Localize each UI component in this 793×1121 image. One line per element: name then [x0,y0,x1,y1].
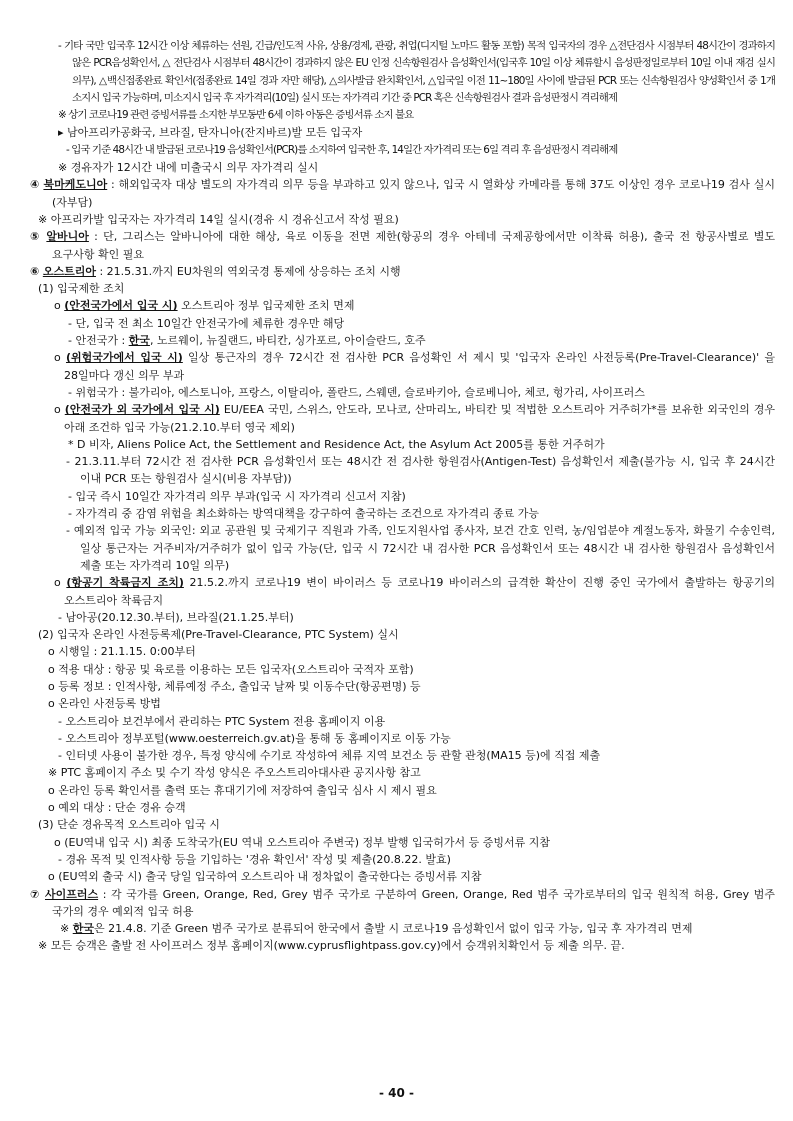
country-name: 오스트리아 [42,264,96,278]
line-quarantine-end: - 자가격리 중 감염 위험을 최소화하는 방역대책을 강구하여 출국하는 조건으로 자가격리 종료 가능 [68,507,539,521]
section-text: : 해외입국자 대상 별도의 자가격리 의무 등을 부과하고 있지 않으나, 입국 시 열화상 카메라를 통해 37도 이상인 경우 코로나19 검사 실시(자부담) [52,178,775,209]
line-landing-ban-countries: - 남아공(20.12.30.부터), 브라질(21.1.25.부터) [58,610,294,624]
section-number: ⑤ [30,230,42,244]
line-safe-country-list: - 안전국가 : 한국, 노르웨이, 뉴질랜드, 바티칸, 싱가포르, 아이슬란드, 호주 [68,334,426,348]
section-text: : 21.5.31.까지 EU차원의 역외국경 통제에 상응하는 조치 시행 [95,264,401,278]
section-north-macedonia [30,176,775,211]
note-embassy: ※ PTC 홈페이지 주소 및 수기 작성 양식은 주오스트리아대사관 공지사항 참고 [48,766,421,780]
section-number: ④ [30,178,40,192]
line-transit-confirmation: - 경유 목적 및 인적사항 등을 기입하는 '경유 확인서' 작성 및 제출(20.8.22. 발효) [58,852,451,866]
item-non-safe-country: o (안전국가 외 국가에서 입국 시) EU/EEA 국민, 스위스, 안도라, 모나코, 산마리노, 바티칸 및 적법한 오스트리아 거주허가*를 보유한 외국인의 경우 아래 조건하 입국 가능(21.2.10.부터 영국 제외) [54,403,775,434]
item-landing-ban: o (항공기 착륙금지 조치) 21.5.2.까지 코로나19 변이 바이러스 등 코로나19 바이러스의 급격한 확산이 진행 중인 국가에서 출발하는 항공기의 오스트리아 착륙금지 [54,576,775,607]
country-name: 사이프러스 [44,887,99,901]
note-passenger-locator: ※ 모든 승객은 출발 전 사이프러스 정부 홈페이지(www.cyprusflightpass.gov.cy)에서 승객위치확인서 등 제출 의무. 끝. [38,939,625,953]
line-pcr-antigen: - 21.3.11.부터 72시간 전 검사한 PCR 음성확인서 또는 48시간 전 검사한 항원검사(Antigen-Test) 음성확인서 제출(불가능 시, 입국 후 24시간 이내 PCR 또는 항원검사 실시(비용 자부담)) [66,455,775,486]
section-cyprus [30,886,775,921]
line-ptc-homepage: - 오스트리아 보건부에서 관리하는 PTC System 전용 홈페이지 이용 [58,714,386,728]
subsection-title: (1) 입국제한 조치 [38,282,125,296]
item-exception: o 예외 대상 : 단순 경유 승객 [48,801,186,815]
section-number: ⑥ [30,264,40,278]
section-number: ⑦ [30,887,41,901]
line-gov-portal: - 오스트리아 정부포털(www.oesterreich.gv.at)을 통해 동 홈페이지로 이동 가능 [58,731,451,745]
line-risk-country-list: - 위험국가 : 불가리아, 에스토니아, 프랑스, 이탈리아, 폴란드, 스웨덴, 슬로바키아, 슬로베니아, 체코, 헝가리, 사이프러스 [68,385,645,399]
item-safe-country: o (안전국가에서 입국 시) 오스트리아 정부 입국제한 조치 면제 [54,299,355,313]
section-text: : 단, 그리스는 알바니아에 대한 해상, 육로 이동을 전면 제한(항공의 경우 아테네 국제공항에서만 이착륙 허용), 출국 전 항공사별로 별도 요구사항 확인 필요 [52,230,775,261]
subsection-title: (3) 단순 경유목적 오스트리아 입국 시 [38,818,220,832]
footnote-residence: * D 비자, Aliens Police Act, the Settlement and Residence Act, the Asylum Act 2005를 통한 거주허가 [68,437,605,451]
note-transit-12h: ※ 경유자가 12시간 내에 미출국시 의무 자가격리 실시 [58,161,319,175]
line-exceptions: - 예외적 입국 가능 외국인: 외교 공관원 및 국제기구 직원과 가족, 인도지원사업 종사자, 보건 간호 인력, 농/임업분야 계절노동자, 화물기 수송인력, 일상 통근자는 거주비자/거주허가 없이 입국 가능(단, 입국 시 72시간 내 검사한 PCR 음성확인서 또는 48시간 내 검사한 항원검사 음성확인서 제출 또는 자가격리 10일 의무) [66,524,775,572]
item-non-eu-exit: o (EU역외 출국 시) 출국 당일 입국하여 오스트리아 내 정차없이 출국한다는 증빙서류 지참 [48,870,482,884]
document-body [30,38,775,955]
item-target: o 적용 대상 : 항공 및 육로를 이용하는 모든 입국자(오스트리아 국적자 포함) [48,662,414,676]
subsection-title: (2) 입국자 온라인 사전등록제(Pre-Travel-Clearance, PTC System) 실시 [38,628,399,642]
line-manual-form: - 인터넷 사용이 불가한 경우, 특정 양식에 수기로 작성하여 체류 지역 보건소 등 관할 관청(MA15 등)에 직접 제출 [58,749,601,763]
paragraph-other-countries: - 기타 국만 입국후 12시간 이상 체류하는 선원, 긴급/인도적 사유, 상용/경제, 관광, 취업(디지털 노마드 활동 포함) 목적 입국자의 경우 △전단검사 시점부터 48시간이 경과하지 않은 PCR음성확인서, △ 전단검사 시점부터 48시간이 경과하지 않은 EU 인정 신속항원검사 음성확인서(입국후 10일 이상 체류할시 음성판정일로부터 10일 이내 재검 실시 의무), △백신접종완료 확인서(접종완료 14일 경과 자만 해당), △의사발급 완치확인서, △입국일 이전 11~180일 사이에 발급된 PCR 또는 신속항원검사 양성확인서 중 1개 소지시 입국 가능하며, 미소지시 입국 후 자가격리(10일) 실시 또는 자가격리 기간 중 PCR 혹은 신속항원검사 결과 음성판정시 격리해제 [58,40,775,104]
section-text: : 각 국가를 Green, Orange, Red, Grey 범주 국가로 구분하여 Green, Orange, Red 범주 국가로부터의 입국 원칙적 허용, Grey 범주 국가의 경우 예외적 입국 허용 [52,887,775,918]
paragraph-pcr-48h: - 입국 기준 48시간 내 발급된 코로나19 음성확인서(PCR)를 소지하여 입국한 후, 14일간 자가격리 또는 6일 격리 후 음성판정시 격리해제 [66,143,618,156]
item-effective-date: o 시행일 : 21.1.15. 0:00부터 [48,645,196,659]
section-albania [30,228,775,263]
line-quarantine-10d: - 입국 즉시 10일간 자가격리 의무 부과(입국 시 자가격리 신고서 지참) [68,489,406,503]
note-korea-green: ※ 한국은 21.4.8. 기준 Green 범주 국가로 분류되어 한국에서 출발 시 코로나19 음성확인서 없이 입국 가능, 입국 후 자가격리 면제 [60,922,693,936]
item-registration-info: o 등록 정보 : 인적사항, 체류예정 주소, 출입국 날짜 및 이동수단(항공편명) 등 [48,679,421,693]
bullet-south-africa-brazil: ▸ 남아프리카공화국, 브라질, 탄자니아(잔지바르)발 모든 입국자 [58,126,363,140]
page-number: - 40 - [378,1086,414,1100]
country-name: 북마케도니아 [43,178,108,192]
note-children-exempt: ※ 상기 코로나19 관련 증빙서류를 소지한 부모동반 6세 이하 아동은 증빙서류 소지 불요 [58,109,414,122]
item-registration-method: o 온라인 사전등록 방법 [48,697,161,711]
note-africa-quarantine: ※ 아프리카발 입국자는 자가격리 14일 실시(경유 시 경유신고서 작성 필요) [38,212,399,226]
section-austria [30,263,775,280]
item-eu-entry: o (EU역내 입국 시) 최종 도착국가(EU 역내 오스트리아 주변국) 정부 발행 입국허가서 등 증빙서류 지참 [54,835,551,849]
item-risk-country: o (위험국가에서 입국 시) 일상 통근자의 경우 72시간 전 검사한 PCR 음성확인 서 제시 및 '입국자 온라인 사전등록(Pre-Travel-Clearance)' 을 28일마다 갱신 의무 부과 [54,351,775,382]
country-name: 알바니아 [46,230,89,244]
line-safe-country-condition: - 단, 입국 전 최소 10일간 안전국가에 체류한 경우만 해당 [68,316,345,330]
item-confirmation: o 온라인 등록 확인서를 출력 또는 휴대기기에 저장하여 출입국 심사 시 제시 필요 [48,783,437,797]
